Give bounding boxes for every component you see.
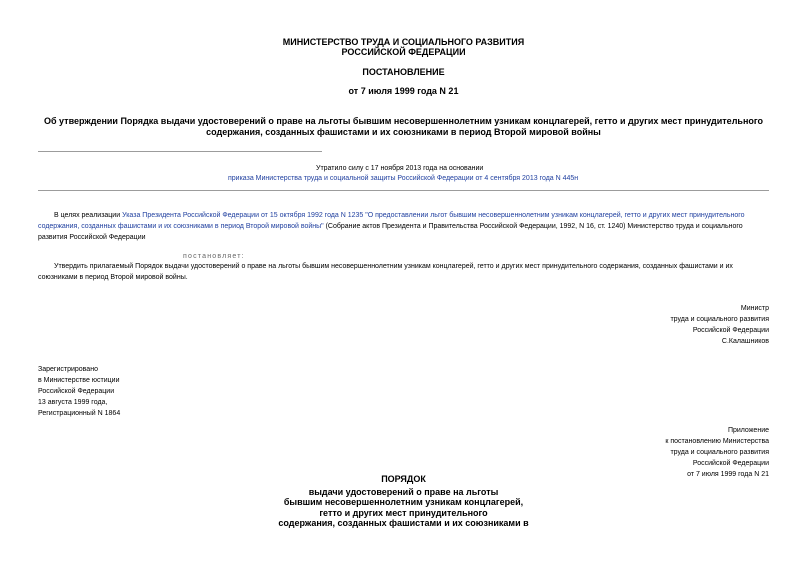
appendix-block — [665, 425, 769, 480]
registration-number: Регистрационный N 1864 — [38, 410, 121, 417]
ministry-name-line1: МИНИСТЕРСТВО ТРУДА И СОЦИАЛЬНОГО РАЗВИТИЯ — [282, 37, 525, 47]
separator-full — [38, 190, 769, 191]
preamble-intro: В целях реализации — [54, 212, 123, 219]
repeal-order-link[interactable]: приказа Министерства труда и социальной защиты Российской Федерации от 4 сентября 2013 года N 445н — [228, 175, 579, 182]
ministry-name-line2: РОССИЙСКОЙ ФЕДЕРАЦИИ — [341, 47, 466, 57]
registration-block — [38, 364, 120, 419]
preamble-line3: развития Российской Федерации — [38, 234, 146, 241]
procedure-line3: гетто и других мест принудительного — [319, 508, 488, 518]
appendix-line5: от 7 июля 1999 года N 21 — [687, 471, 769, 478]
registration-line2: в Министерстве юстиции — [38, 377, 120, 384]
document-date: от 7 июля 1999 года N 21 — [348, 86, 459, 96]
status-note: Утратило силу с 17 ноября 2013 года на основании — [316, 165, 484, 172]
signature-ministry: труда и социального развития — [670, 316, 769, 323]
body-line2: союзниками в период Второй мировой войны. — [38, 274, 188, 281]
signature-block — [670, 303, 769, 347]
preamble-after-link: (Собрание актов Президента и Правительства Российской Федерации, 1992, N 16, ст. 1240) Министерство труда и социального — [323, 223, 743, 230]
signature-title: Министр — [740, 305, 769, 312]
signature-country: Российской Федерации — [692, 327, 769, 334]
preamble-line1 — [54, 210, 745, 221]
registration-line1: Зарегистрировано — [38, 366, 98, 373]
appendix-line3: труда и социального развития — [670, 449, 769, 456]
document-title-line2: содержания, созданных фашистами и их союзниками в период Второй мировой войны — [206, 127, 601, 137]
registration-line3: Российской Федерации — [38, 388, 115, 395]
procedure-title: ПОРЯДОК — [381, 474, 426, 484]
body-line1: Утвердить прилагаемый Порядок выдачи удостоверений о праве на льготы бывшим несовершеннолетним узникам концлагерей, гетто и других мест принудительного содержания, созданных фашистами и их — [54, 263, 733, 270]
signature-name: С.Калашников — [721, 338, 769, 345]
registration-date: 13 августа 1999 года, — [38, 399, 108, 406]
resolves-word: постановляет: — [183, 253, 245, 260]
presidential-decree-link-cont[interactable]: содержания, созданных фашистами и их союзниками в период Второй мировой войны" — [38, 223, 324, 230]
appendix-line1: Приложение — [727, 427, 769, 434]
document-title-line1: Об утверждении Порядка выдачи удостоверений о праве на льготы бывшим несовершеннолетним узникам концлагерей, гетто и других мест принудительного — [43, 116, 763, 126]
procedure-line2: бывшим несовершеннолетним узникам концлагерей, — [283, 497, 524, 507]
presidential-decree-link[interactable]: Указа Президента Российской Федерации от 15 октября 1992 года N 1235 "О предоставлении льгот бывшим несовершеннолетним узникам концлагерей, гетто и других мест принудительного — [122, 212, 745, 219]
appendix-line2: к постановлению Министерства — [665, 438, 769, 445]
procedure-line4: содержания, созданных фашистами и их союзниками в — [278, 518, 529, 528]
preamble-line2 — [38, 221, 743, 232]
procedure-line1: выдачи удостоверений о праве на льготы — [308, 487, 499, 497]
separator-short — [38, 151, 322, 152]
document-type: ПОСТАНОВЛЕНИЕ — [362, 67, 445, 77]
appendix-line4: Российской Федерации — [692, 460, 769, 467]
